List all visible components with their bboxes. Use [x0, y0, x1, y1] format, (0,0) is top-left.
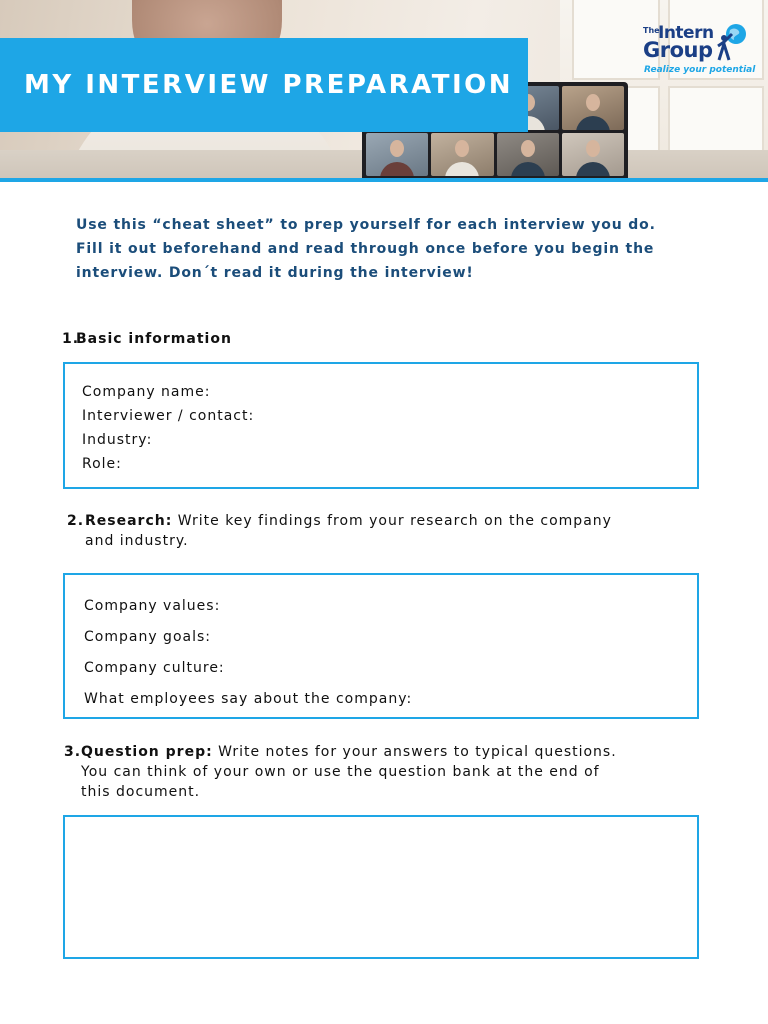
globe-person-icon	[716, 22, 750, 62]
video-tile	[366, 133, 428, 177]
video-tile	[562, 133, 624, 177]
logo-tagline: Realize your potential	[644, 65, 756, 75]
section-description-line: this document.	[81, 784, 201, 800]
page-title: MY INTERVIEW PREPARATION	[24, 70, 514, 100]
video-tile	[562, 86, 624, 130]
intro-line: Use this “cheat sheet” to prep yourself for each interview you do.	[76, 217, 656, 233]
company-culture-field: Company culture:	[84, 660, 225, 676]
section-number: 2.	[67, 513, 85, 529]
logo-small-text: The	[643, 26, 660, 35]
section-heading: Research:	[85, 513, 173, 529]
header-divider	[0, 178, 768, 182]
research-box[interactable]	[63, 573, 699, 719]
section-question-prep	[64, 742, 704, 802]
company-values-field: Company values:	[84, 598, 221, 614]
section-basic-information	[62, 329, 702, 349]
logo-line1: Intern	[658, 23, 714, 43]
company-name-field: Company name:	[82, 384, 211, 400]
intro-line: Fill it out beforehand and read through once before you begin the	[76, 241, 655, 257]
employee-opinions-field: What employees say about the company:	[84, 691, 413, 707]
section-description: Write key findings from your research on the company	[172, 513, 612, 529]
section-heading: Question prep:	[81, 744, 213, 760]
question-prep-notes-box[interactable]	[63, 815, 699, 959]
industry-field: Industry:	[82, 432, 153, 448]
basic-information-box[interactable]	[63, 362, 699, 489]
section-number: 3.	[64, 744, 82, 760]
video-tile	[497, 133, 559, 177]
role-field: Role:	[82, 456, 122, 472]
title-banner	[0, 38, 528, 132]
section-description-line: You can think of your own or use the question bank at the end of	[81, 764, 600, 780]
video-tile	[431, 133, 493, 177]
intro-line: interview. Don´t read it during the interview!	[76, 265, 474, 281]
intern-group-logo	[636, 20, 756, 82]
section-description: Write notes for your answers to typical questions.	[212, 744, 617, 760]
company-goals-field: Company goals:	[84, 629, 211, 645]
logo-line2: Group	[643, 38, 713, 62]
section-heading-line	[67, 511, 707, 531]
interviewer-contact-field: Interviewer / contact:	[82, 408, 255, 424]
section-description-line: and industry.	[85, 533, 189, 549]
section-heading: Basic information	[76, 331, 232, 347]
section-number: 1.	[62, 331, 80, 347]
intro-text	[76, 213, 696, 285]
section-research	[67, 511, 707, 551]
section-heading-line	[64, 742, 704, 762]
